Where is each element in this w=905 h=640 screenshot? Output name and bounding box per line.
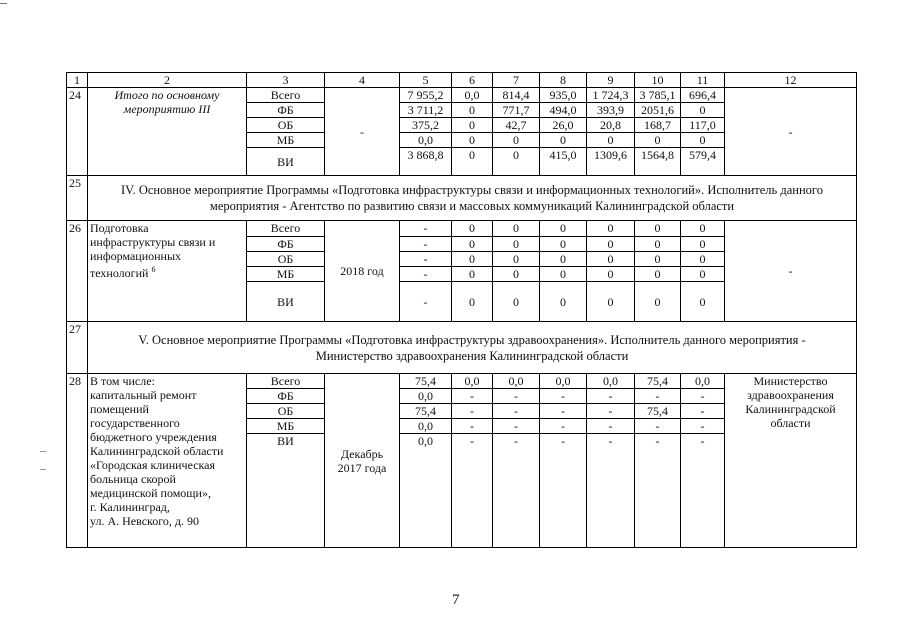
funding-source: Всего xyxy=(247,374,325,389)
funding-source: ФБ xyxy=(247,237,325,252)
value-cell: 0 xyxy=(452,221,493,237)
name-line: государственного xyxy=(90,416,180,430)
value-cell: - xyxy=(635,389,681,404)
funding-source: ВИ xyxy=(247,148,325,176)
value-cell: 415,0 xyxy=(540,148,587,176)
value-cell: 0,0 xyxy=(493,374,540,389)
value-cell: 0 xyxy=(635,221,681,237)
column-number: 5 xyxy=(400,73,452,88)
scan-mark xyxy=(40,451,46,452)
value-cell: 0 xyxy=(493,148,540,176)
table-row xyxy=(67,88,857,103)
value-cell: - xyxy=(493,434,540,548)
value-cell: - xyxy=(681,389,725,404)
value-cell: 0 xyxy=(452,118,493,133)
funding-source: МБ xyxy=(247,267,325,282)
value-cell: - xyxy=(493,419,540,434)
name-line: информационных xyxy=(90,249,182,263)
value-cell: 3 785,1 xyxy=(635,88,681,103)
value-cell: 0 xyxy=(493,237,540,252)
value-cell: 0,0 xyxy=(400,434,452,548)
value-cell: 26,0 xyxy=(540,118,587,133)
period: - xyxy=(325,88,400,176)
scan-mark xyxy=(40,469,46,470)
value-cell: 2051,6 xyxy=(635,103,681,118)
value-cell: 0 xyxy=(452,282,493,322)
value-cell: 1 724,3 xyxy=(587,88,635,103)
table-row xyxy=(67,374,857,389)
value-cell: 7 955,2 xyxy=(400,88,452,103)
name-line: «Городская клиническая xyxy=(90,458,216,472)
executor: - xyxy=(725,221,857,322)
value-cell: 0 xyxy=(452,252,493,267)
funding-source: ОБ xyxy=(247,252,325,267)
value-cell: - xyxy=(400,252,452,267)
funding-source: МБ xyxy=(247,133,325,148)
funding-source: ОБ xyxy=(247,118,325,133)
column-number: 7 xyxy=(493,73,540,88)
funding-source: ФБ xyxy=(247,103,325,118)
value-cell: 0 xyxy=(452,237,493,252)
value-cell: - xyxy=(587,419,635,434)
table-row xyxy=(67,221,857,237)
value-cell: 0 xyxy=(587,133,635,148)
value-cell: 0,0 xyxy=(452,374,493,389)
value-cell: 0,0 xyxy=(400,419,452,434)
value-cell: - xyxy=(452,434,493,548)
value-cell: 0,0 xyxy=(540,374,587,389)
executor-line: Министерство xyxy=(753,374,828,388)
value-cell: 0 xyxy=(493,282,540,322)
name-line: мероприятию III xyxy=(123,102,211,116)
value-cell: - xyxy=(635,434,681,548)
value-cell: 3 868,8 xyxy=(400,148,452,176)
row-number: 28 xyxy=(67,374,88,548)
name-line: ул. А. Невского, д. 90 xyxy=(90,514,199,528)
value-cell: 0 xyxy=(540,133,587,148)
value-cell: - xyxy=(452,389,493,404)
value-cell: 393,9 xyxy=(587,103,635,118)
funding-source: ОБ xyxy=(247,404,325,419)
activity-name xyxy=(88,88,247,176)
section-line: мероприятия - Агентство по развитию связи и массовых коммуникаций Калининградской области xyxy=(209,199,735,213)
value-cell: 3 711,2 xyxy=(400,103,452,118)
column-number: 9 xyxy=(587,73,635,88)
value-cell: 0 xyxy=(452,148,493,176)
value-cell: 696,4 xyxy=(681,88,725,103)
value-cell: 42,7 xyxy=(493,118,540,133)
section-line: V. Основное мероприятие Программы «Подготовка инфраструктуры здравоохранения». Исполнитель данного мероприятия - xyxy=(138,332,806,347)
value-cell: - xyxy=(540,404,587,419)
value-cell: - xyxy=(400,267,452,282)
value-cell: - xyxy=(400,237,452,252)
value-cell: 0 xyxy=(540,221,587,237)
value-cell: 0 xyxy=(635,237,681,252)
column-number: 6 xyxy=(452,73,493,88)
column-number: 2 xyxy=(88,73,247,88)
column-number: 3 xyxy=(247,73,325,88)
value-cell: - xyxy=(681,434,725,548)
column-number: 4 xyxy=(325,73,400,88)
value-cell: 0,0 xyxy=(587,374,635,389)
name-line: бюджетного учреждения xyxy=(90,430,217,444)
value-cell: - xyxy=(452,419,493,434)
value-cell: - xyxy=(587,434,635,548)
value-cell: 771,7 xyxy=(493,103,540,118)
value-cell: 0 xyxy=(681,103,725,118)
name-line: Итого по основному xyxy=(114,88,220,102)
value-cell: 0 xyxy=(587,252,635,267)
value-cell: 0 xyxy=(493,252,540,267)
name-line: инфраструктуры связи и xyxy=(90,235,216,249)
period xyxy=(325,374,400,548)
footnote-mark: 6 xyxy=(151,265,156,274)
executor-line: области xyxy=(770,416,811,430)
value-cell: 0 xyxy=(635,267,681,282)
value-cell: 0 xyxy=(452,103,493,118)
name-line: г. Калининград, xyxy=(90,500,170,514)
value-cell: - xyxy=(681,419,725,434)
value-cell: - xyxy=(587,389,635,404)
value-cell: - xyxy=(587,404,635,419)
column-number: 10 xyxy=(635,73,681,88)
executor: - xyxy=(725,88,857,176)
value-cell: - xyxy=(400,282,452,322)
funding-source: МБ xyxy=(247,419,325,434)
value-cell: 0 xyxy=(540,267,587,282)
value-cell: 0 xyxy=(635,252,681,267)
value-cell: - xyxy=(635,419,681,434)
value-cell: 0 xyxy=(681,133,725,148)
funding-source: ВИ xyxy=(247,434,325,548)
name-line: больница скорой xyxy=(90,472,176,486)
value-cell: 0,0 xyxy=(400,389,452,404)
funding-source: ФБ xyxy=(247,389,325,404)
executor-line: Калининградской xyxy=(745,402,836,416)
name-line: помещений xyxy=(90,402,149,416)
value-cell: 814,4 xyxy=(493,88,540,103)
value-cell: 0,0 xyxy=(452,88,493,103)
name-line: медицинской помощи», xyxy=(90,486,211,500)
column-number: 1 xyxy=(67,73,88,88)
value-cell: 494,0 xyxy=(540,103,587,118)
value-cell: 0 xyxy=(540,237,587,252)
value-cell: 0 xyxy=(681,237,725,252)
page-number: 7 xyxy=(452,592,460,608)
value-cell: 0 xyxy=(540,282,587,322)
value-cell: - xyxy=(493,389,540,404)
row-number: 26 xyxy=(67,221,88,322)
value-cell: 75,4 xyxy=(635,374,681,389)
executor-line: здравоохранения xyxy=(747,388,834,402)
section-title xyxy=(88,322,857,374)
value-cell: 0,0 xyxy=(400,133,452,148)
period-line: Декабрь xyxy=(340,446,384,461)
value-cell: 0 xyxy=(681,267,725,282)
period: 2018 год xyxy=(325,221,400,322)
column-number: 11 xyxy=(681,73,725,88)
value-cell: - xyxy=(540,389,587,404)
name-line: Подготовка xyxy=(90,221,149,235)
section-title xyxy=(88,176,857,221)
value-cell: 0 xyxy=(493,267,540,282)
value-cell: 0 xyxy=(635,133,681,148)
value-cell: 375,2 xyxy=(400,118,452,133)
column-number: 8 xyxy=(540,73,587,88)
value-cell: - xyxy=(400,221,452,237)
value-cell: 75,4 xyxy=(400,404,452,419)
name-text: технологий xyxy=(90,266,149,280)
value-cell: 0 xyxy=(681,221,725,237)
value-cell: 117,0 xyxy=(681,118,725,133)
name-line: Калининградской области xyxy=(90,444,224,458)
value-cell: 0 xyxy=(635,282,681,322)
value-cell: - xyxy=(452,404,493,419)
column-number: 12 xyxy=(725,73,857,88)
value-cell: 0 xyxy=(587,221,635,237)
name-line xyxy=(90,263,244,280)
value-cell: - xyxy=(681,404,725,419)
period-line: 2017 года xyxy=(337,460,387,475)
value-cell: 0 xyxy=(587,267,635,282)
activity-name xyxy=(88,221,247,322)
value-cell: 20,8 xyxy=(587,118,635,133)
activity-name xyxy=(88,374,247,548)
value-cell: 0 xyxy=(681,252,725,267)
scan-mark xyxy=(0,3,7,4)
row-number: 24 xyxy=(67,88,88,176)
value-cell: 75,4 xyxy=(635,404,681,419)
value-cell: 0 xyxy=(452,267,493,282)
value-cell: 0 xyxy=(493,221,540,237)
funding-source: Всего xyxy=(247,88,325,103)
value-cell: 0 xyxy=(587,237,635,252)
value-cell: 0 xyxy=(587,282,635,322)
section-row xyxy=(67,176,857,221)
row-number: 25 xyxy=(67,176,88,221)
row-number: 27 xyxy=(67,322,88,374)
value-cell: - xyxy=(540,419,587,434)
value-cell: 1309,6 xyxy=(587,148,635,176)
value-cell: 1564,8 xyxy=(635,148,681,176)
value-cell: 0,0 xyxy=(681,374,725,389)
value-cell: 0 xyxy=(540,252,587,267)
value-cell: 935,0 xyxy=(540,88,587,103)
name-line: капитальный ремонт xyxy=(90,388,197,402)
name-line: В том числе: xyxy=(90,374,155,388)
value-cell: 75,4 xyxy=(400,374,452,389)
value-cell: 0 xyxy=(452,133,493,148)
value-cell: - xyxy=(540,434,587,548)
value-cell: 579,4 xyxy=(681,148,725,176)
section-row xyxy=(67,322,857,374)
program-table xyxy=(66,72,857,548)
executor xyxy=(725,374,857,548)
value-cell: 0 xyxy=(493,133,540,148)
funding-source: Всего xyxy=(247,221,325,237)
funding-source: ВИ xyxy=(247,282,325,322)
section-line: Министерство здравоохранения Калининградской области xyxy=(315,348,629,363)
value-cell: - xyxy=(493,404,540,419)
column-numbers-row xyxy=(67,73,857,88)
value-cell: 168,7 xyxy=(635,118,681,133)
section-line: IV. Основное мероприятие Программы «Подготовка инфраструктуры связи и информационных технологий». Исполнитель данного xyxy=(121,183,823,197)
value-cell: 0 xyxy=(681,282,725,322)
